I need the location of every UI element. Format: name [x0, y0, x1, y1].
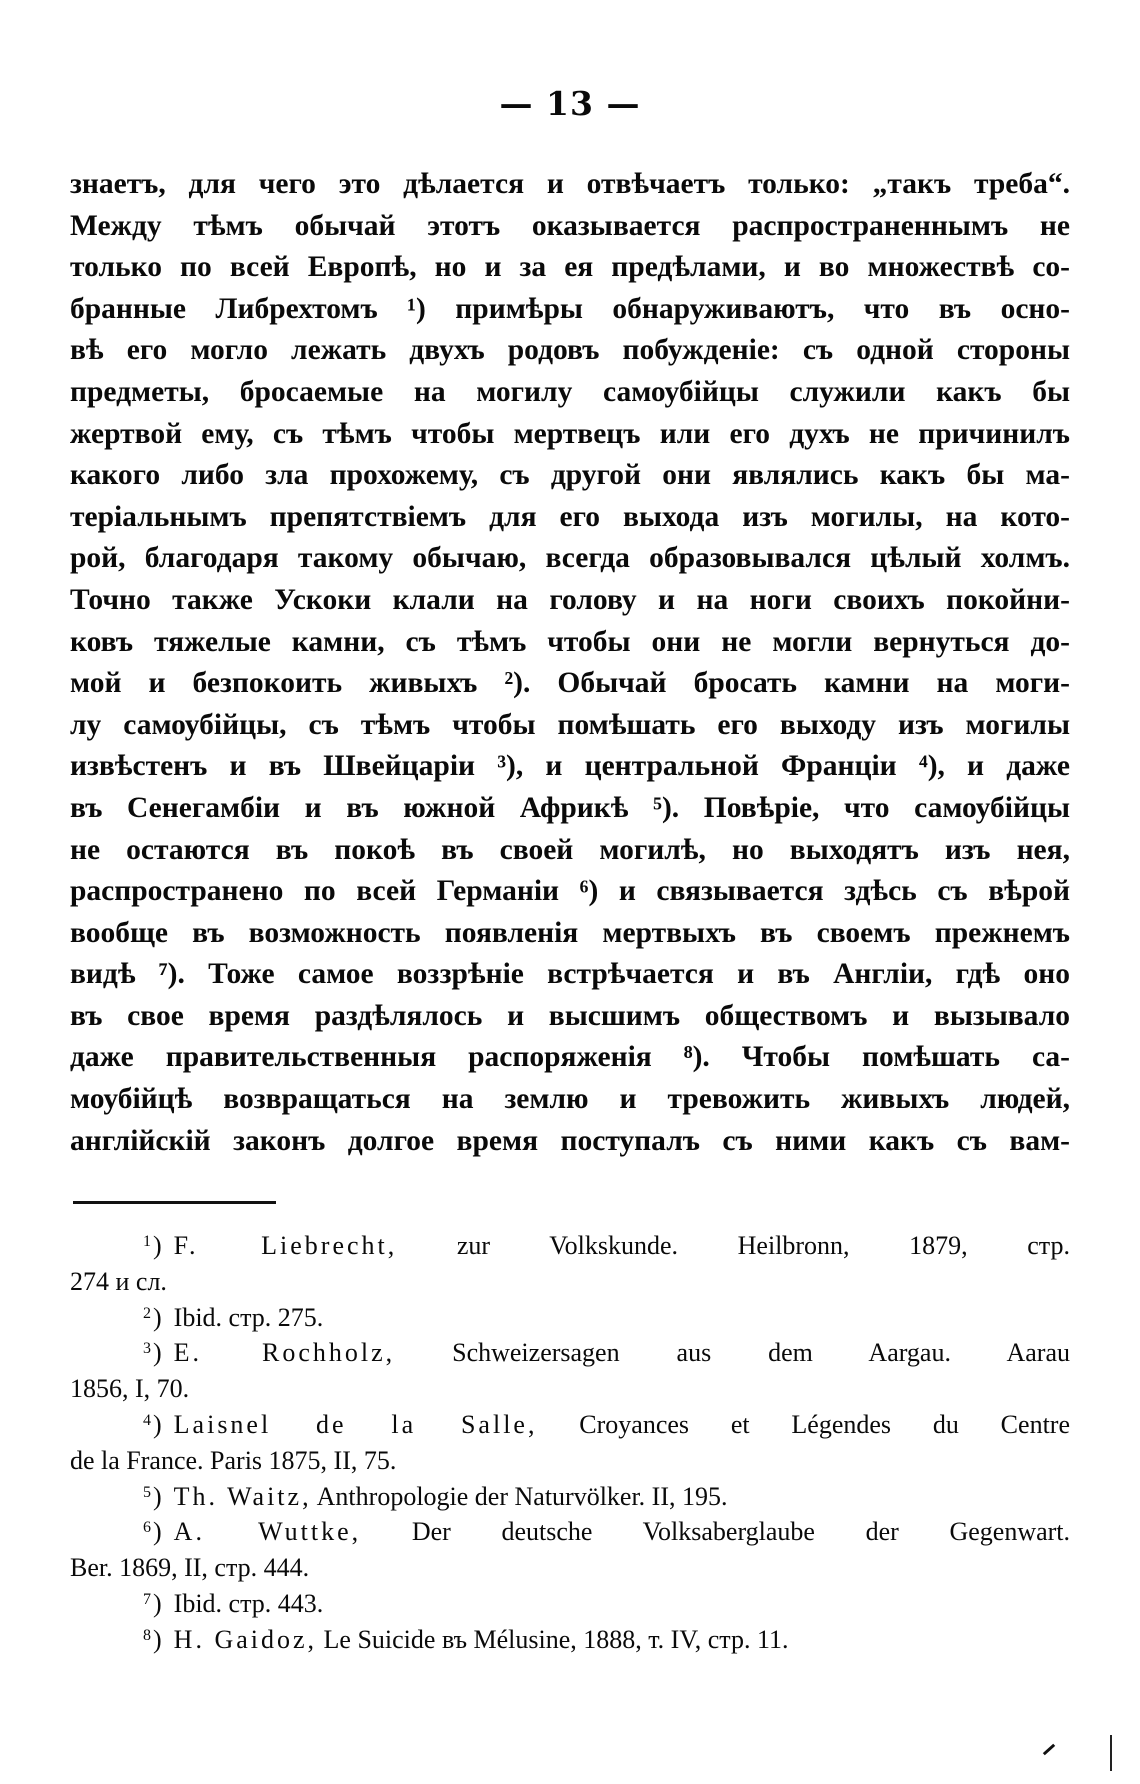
text-line: распространено по всей Германіи ⁶) и связывается здѣсь съ вѣрой [70, 875, 1070, 908]
footnote-author: H. Gaidoz, [173, 1624, 318, 1654]
text-line: Между тѣмъ обычай этотъ оказывается распространеннымъ не [70, 209, 1070, 242]
footnote-5: $^5$) Th. Waitz, Anthropologie der Naturvölker. II, 195. [143, 1481, 728, 1511]
text-line: въ Сенегамбіи и въ южной Африкѣ ⁵). Повѣріе, что самоубійцы [70, 791, 1070, 824]
footnote-3: $^3$) E. Rochholz, Schweizersagen aus dem Aargau. Aarau [143, 1338, 1071, 1368]
footnote-4: $^4$) Laisnel de la Salle, Croyances et Légendes du Centre [143, 1409, 1070, 1439]
text-line: жертвой ему, съ тѣмъ чтобы мертвецъ или его духъ не причинилъ [70, 417, 1070, 450]
footnote-text: Ibid. стр. 443. [173, 1588, 324, 1618]
text-line: знаетъ, для чего это дѣлается и отвѣчаетъ только: „такъ треба“. [70, 168, 1070, 200]
footnote-number: 7 [143, 1590, 151, 1608]
footnote-separator [73, 1201, 276, 1204]
footnote-number: 1 [143, 1233, 151, 1250]
text-line: ковъ тяжелые камни, съ тѣмъ чтобы они не могли вернуться до- [70, 625, 1070, 658]
text-line: Точно также Ускоки клали на голову и на ноги своихъ покойни- [70, 583, 1070, 616]
text-line: видѣ ⁷). Тоже самое воззрѣніе встрѣчается и въ Англіи, гдѣ оно [70, 958, 1070, 991]
footnote-number: 6 [143, 1519, 151, 1537]
footnotes [70, 1228, 1070, 1658]
text-line: мой и безпокоить живыхъ ²). Обычай бросать камни на моги- [70, 667, 1070, 700]
footnote-text: Croyances et Légendes du Centre [579, 1409, 1070, 1439]
footnote-6-cont: Ber. 1869, II, стр. 444. [70, 1553, 310, 1583]
text-line: вообще въ возможность появленія мертвыхъ въ своемъ прежнемъ [70, 916, 1070, 949]
text-line: вѣ его могло лежать двухъ родовъ побужденіе: съ одной стороны [70, 334, 1070, 367]
footnote-8: $^8$) H. Gaidoz, Le Suicide въ Mélusine, 1888, т. IV, стр. 11. [143, 1624, 789, 1654]
footnote-number: 3 [143, 1340, 151, 1358]
text-line: англійскій законъ долгое время поступалъ съ ними какъ съ вам- [70, 1124, 1070, 1157]
page-number: — 13 — [499, 84, 641, 123]
text-line: не остаются въ покоѣ въ своей могилѣ, но выходятъ изъ нея, [70, 833, 1070, 866]
footnote-author: A. Wuttke, [173, 1517, 362, 1547]
footnote-author: F. Liebrecht, [173, 1231, 398, 1260]
footnote-number: 4 [143, 1411, 151, 1429]
text-line: извѣстенъ и въ Швейцаріи ³), и центральной Франціи ⁴), и даже [70, 750, 1070, 783]
text-line: даже правительственныя распоряженія ⁸). Чтобы помѣшать са- [70, 1041, 1070, 1074]
footnote-2: $^2$) Ibid. стр. 275. [143, 1302, 324, 1332]
footnote-text: Ibid. стр. 275. [173, 1302, 324, 1332]
footnote-text: Schweizersagen aus dem Aargau. Aarau [452, 1338, 1071, 1368]
text-line: предметы, бросаемые на могилу самоубійцы служили какъ бы [70, 375, 1070, 408]
text-line: въ свое время раздѣлялось и высшимъ обществомъ и вызывало [70, 999, 1070, 1032]
footnote-6: $^6$) A. Wuttke, Der deutsche Volksaberglaube der Gegenwart. [143, 1517, 1071, 1547]
text-line: бранные Либрехтомъ ¹) примѣры обнаруживаютъ, что въ осно- [70, 292, 1070, 325]
text-line: теріальнымъ препятствіемъ для его выхода изъ могилы, на кото- [70, 500, 1070, 533]
footnote-4-cont: de la France. Paris 1875, II, 75. [70, 1445, 397, 1475]
footnote-text: zur Volkskunde. Heilbronn, 1879, стр. [456, 1231, 1070, 1260]
text-line: моубійцѣ возвращаться на землю и тревожить живыхъ людей, [70, 1083, 1070, 1116]
footnote-author: Th. Waitz, [173, 1481, 312, 1511]
main-text [70, 164, 1070, 1162]
footnote-number: 5 [143, 1483, 151, 1501]
footnote-author: E. Rochholz, [173, 1338, 396, 1368]
footnote-1: $^1$) F. Liebrecht, zur Volkskunde. Heilbronn, 1879, стр. [143, 1231, 1070, 1260]
footnote-text: Le Suicide въ Mélusine, 1888, т. IV, стр. 11. [323, 1624, 789, 1654]
text-line: какого либо зла прохожему, съ другой они являлись какъ бы ма- [70, 459, 1070, 492]
footnote-number: 8 [143, 1626, 151, 1644]
footnote-number: 2 [143, 1304, 151, 1322]
text-line: только по всей Европѣ, но и за ея предѣлами, и во множествѣ со- [70, 251, 1070, 284]
footnote-1-cont: 274 и сл. [70, 1266, 167, 1296]
scan-mark [1043, 1744, 1055, 1756]
scan-edge-mark [1110, 1735, 1112, 1771]
footnote-7: $^7$) Ibid. стр. 443. [143, 1588, 324, 1618]
text-line: рой, благодаря такому обычаю, всегда образовывался цѣлый холмъ. [70, 542, 1070, 575]
footnote-text: Der deutsche Volksaberglaube der Gegenwart. [411, 1517, 1071, 1547]
footnote-3-cont: 1856, I, 70. [70, 1374, 190, 1404]
footnote-author: Laisnel de la Salle, [173, 1409, 538, 1439]
footnote-text: Anthropologie der Naturvölker. II, 195. [316, 1481, 728, 1511]
text-line: лу самоубійцы, съ тѣмъ чтобы помѣшать его выходу изъ могилы [70, 708, 1070, 741]
